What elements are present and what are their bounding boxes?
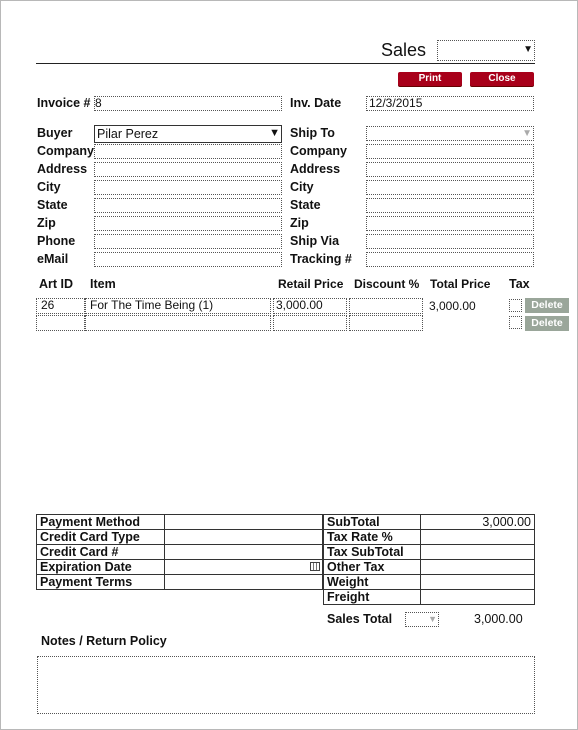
shipto-company-field[interactable] (366, 144, 534, 159)
items-header-total: Total Price (430, 277, 491, 291)
header-divider (36, 63, 535, 64)
payment-terms-label: Payment Terms (37, 575, 165, 590)
shipto-zip-label: Zip (290, 216, 309, 230)
row-delete-button[interactable]: Delete (525, 316, 569, 331)
buyer-state-field[interactable] (94, 198, 282, 213)
row-tax-checkbox[interactable] (509, 299, 522, 312)
close-button[interactable]: Close (470, 72, 534, 86)
shipto-state-label: State (290, 198, 321, 212)
shipto-tracking-label: Tracking # (290, 252, 352, 266)
row-retail-field[interactable] (273, 315, 347, 331)
chevron-down-icon: ▼ (523, 44, 533, 55)
calendar-icon[interactable] (310, 562, 320, 571)
card-number-field[interactable] (165, 545, 323, 560)
buyer-address-label: Address (37, 162, 88, 176)
page-title: Sales (381, 40, 427, 60)
buyer-phone-label: Phone (37, 234, 76, 248)
shipto-select[interactable] (366, 126, 534, 141)
shipto-shipvia-label: Ship Via (290, 234, 340, 248)
row-item-field[interactable]: For The Time Being (1) (85, 298, 271, 314)
items-header-discount: Discount % (354, 277, 420, 291)
row-total-value: 3,000.00 (429, 299, 476, 313)
tax-subtotal-value (421, 545, 535, 560)
buyer-phone-field[interactable] (94, 234, 282, 249)
items-header-retail: Retail Price (278, 277, 344, 291)
buyer-select-value: Pilar Perez (97, 127, 159, 141)
payment-terms-field[interactable] (165, 575, 323, 590)
shipto-zip-field[interactable] (366, 216, 534, 231)
tax-rate-label: Tax Rate % (324, 530, 421, 545)
shipto-address-field[interactable] (366, 162, 534, 177)
shipto-company-label: Company (290, 144, 347, 158)
row-tax-checkbox[interactable] (509, 316, 522, 329)
shipto-state-field[interactable] (366, 198, 534, 213)
freight-field[interactable] (421, 590, 535, 605)
tax-rate-field[interactable] (421, 530, 535, 545)
payment-method-label: Payment Method (37, 515, 165, 530)
buyer-email-label: eMail (37, 252, 69, 266)
buyer-address-field[interactable] (94, 162, 282, 177)
shipto-shipvia-field[interactable] (366, 234, 534, 249)
row-retail-field[interactable]: 3,000.00 (273, 298, 347, 314)
status-select[interactable] (437, 40, 535, 61)
buyer-label: Buyer (37, 126, 73, 140)
shipto-address-label: Address (290, 162, 341, 176)
sales-total-label: Sales Total (327, 612, 393, 626)
row-art-id-field[interactable]: 26 (36, 298, 85, 314)
sales-total-select[interactable] (405, 612, 439, 627)
row-art-id-field[interactable] (36, 315, 85, 331)
invoice-date-label: Inv. Date (290, 96, 342, 110)
freight-label: Freight (324, 590, 421, 605)
card-type-field[interactable] (165, 530, 323, 545)
buyer-zip-label: Zip (37, 216, 56, 230)
notes-label: Notes / Return Policy (41, 634, 167, 648)
buyer-email-field[interactable] (94, 252, 282, 267)
other-tax-field[interactable] (421, 560, 535, 575)
weight-label: Weight (324, 575, 421, 590)
row-item-field[interactable] (85, 315, 271, 331)
subtotal-label: SubTotal (324, 515, 421, 530)
shipto-label: Ship To (290, 126, 335, 140)
sales-total-value: 3,000.00 (474, 612, 523, 626)
row-discount-field[interactable] (349, 315, 423, 331)
row-delete-button[interactable]: Delete (525, 298, 569, 313)
invoice-date-field[interactable]: 12/3/2015 (366, 96, 534, 111)
totals-table (323, 514, 535, 605)
payment-table (36, 514, 323, 590)
tax-subtotal-label: Tax SubTotal (324, 545, 421, 560)
buyer-state-label: State (37, 198, 68, 212)
buyer-city-label: City (37, 180, 61, 194)
buyer-select[interactable] (94, 125, 282, 143)
items-header-tax: Tax (509, 277, 530, 291)
chevron-down-icon: ▼ (522, 128, 532, 139)
buyer-company-field[interactable] (94, 144, 282, 159)
shipto-city-label: City (290, 180, 314, 194)
chevron-down-icon: ▼ (269, 127, 280, 139)
chevron-down-icon: ▼ (428, 614, 437, 624)
payment-method-field[interactable] (165, 515, 323, 530)
weight-field[interactable] (421, 575, 535, 590)
card-type-label: Credit Card Type (37, 530, 165, 545)
buyer-zip-field[interactable] (94, 216, 282, 231)
row-discount-field[interactable] (349, 298, 423, 314)
items-header-art-id: Art ID (39, 277, 74, 291)
shipto-tracking-field[interactable] (366, 252, 534, 267)
expiration-date-field[interactable] (165, 560, 323, 575)
other-tax-label: Other Tax (324, 560, 421, 575)
items-header-item: Item (90, 277, 116, 291)
buyer-company-label: Company (37, 144, 94, 158)
card-number-label: Credit Card # (37, 545, 165, 560)
invoice-number-field[interactable]: 8 (94, 96, 282, 111)
subtotal-value: 3,000.00 (421, 515, 535, 530)
notes-textarea[interactable] (37, 656, 535, 714)
shipto-city-field[interactable] (366, 180, 534, 195)
buyer-city-field[interactable] (94, 180, 282, 195)
invoice-number-label: Invoice # (37, 96, 91, 110)
expiration-date-label: Expiration Date (37, 560, 165, 575)
print-button[interactable]: Print (398, 72, 462, 86)
